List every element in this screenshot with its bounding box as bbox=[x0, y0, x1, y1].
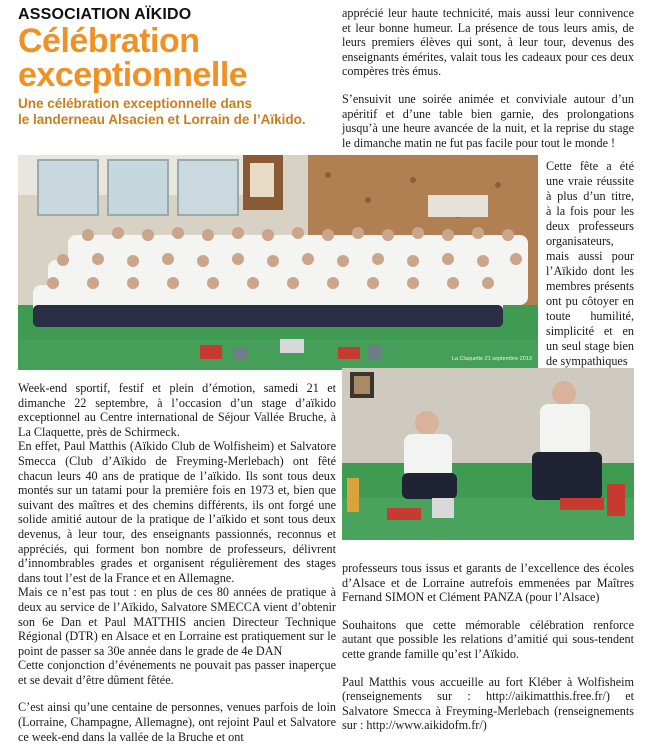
paragraph: apprécié leur haute technicité, mais aussi leur connivence et leur bonne humeur. La présence de tous leurs amis, de leurs premiers élèves qui sont, à leur tour, devenus des enseignants émérites, valait tous les cadeaux pour ces deux compères très émus. bbox=[342, 6, 634, 79]
subtitle-line-1: Une célébration exceptionnelle dans bbox=[18, 96, 253, 111]
paragraph: professeurs tous issus et garants de l’excellence des écoles d’Alsace et de Lorraine autrefois emmenées par Maîtres Fernand SIMON et Clément PANZA (pour l’Alsace) bbox=[342, 561, 634, 605]
group-photo-illustration bbox=[18, 155, 538, 370]
headline-line-1: Célébration bbox=[18, 22, 200, 60]
teachers-photo bbox=[342, 368, 634, 540]
headline-line-2: exceptionnelle bbox=[18, 56, 248, 94]
right-column-bottom bbox=[342, 561, 634, 733]
article-subtitle bbox=[18, 96, 338, 128]
paragraph: Paul Matthis vous accueille au fort Kléber à Wolfisheim (renseignements sur : http://aikimatthis.free.fr/) et Salvatore Smecca à Freyming-Merlebach (renseignements sur : http://www.aikidofm.fr/) bbox=[342, 674, 634, 733]
photo-caption: La Claquette 21 septembre 2013 bbox=[451, 356, 532, 362]
sidebar-text: Cette fête a été une vraie réussite à plus d’un titre, à la fois pour les deux professeurs organisateurs, mais aussi pour l’Aïkido dont les membres présents ont pu côtoyer en toute humilité, simplicité et en un seul stage bien de sympathiques bbox=[546, 159, 634, 368]
article-headline bbox=[18, 24, 338, 92]
paragraph: C’est ainsi qu’une centaine de personnes, venues parfois de loin (Lorraine, Champagne, Allemagne), ont rejoint Paul et Salvatore ce week-end dans la vallée de la Bruche et ont bbox=[18, 700, 336, 744]
left-column bbox=[18, 381, 336, 744]
section-kicker: ASSOCIATION AÏKIDO bbox=[18, 6, 192, 23]
paragraph: Week-end sportif, festif et plein d’émotion, samedi 21 et dimanche 22 septembre, à l’occasion d’un stage d’aïkido exceptionnel au Centre international de Séjour Vallée Bruche, à La Claquette, près de Schirmeck. bbox=[18, 381, 336, 439]
paragraph: S’ensuivit une soirée animée et conviviale autour d’un apéritif et d’une table bien garnie, des prolongations jusqu’à une heure avancée de la nuit, et la reprise du stage le dimanche matin ne fut pas facile pour tout le monde ! bbox=[342, 91, 634, 150]
paragraph: Mais ce n’est pas tout : en plus de ces 80 années de pratique à deux au service de l’Aïkido, Salvatore SMECCA vient d’obtenir son 6e Dan et Paul MATTHIS ancien Directeur Technique Régional (DTR) en Alsace et en Lorraine est pratiquement sur le point de passer sa 30e année dans le grade de 4e DAN bbox=[18, 585, 336, 658]
right-column-top bbox=[342, 6, 634, 150]
paragraph: Souhaitons que cette mémorable célébration renforce autant que possible les relations d’amitié qui sous-tendent cette grande famille qu’est l’Aïkido. bbox=[342, 617, 634, 661]
subtitle-line-2: le landerneau Alsacien et Lorrain de l’Aïkido. bbox=[18, 112, 306, 127]
paragraph: En effet, Paul Matthis (Aïkido Club de Wolfisheim) et Salvatore Smecca (Club d’Aïkido de Freyming-Merlebach) ont fêté chacun leurs 40 ans de pratique de l’aïkido. Ils sont tous deux montés sur un tatami pour la première fois en 1973 et, bien que suivant des maîtres et des chemins différents, ils ont forgé une solide amitié autour de la pratique de l’aïkido et sont tous deux devenus, à leur tour, des enseignants passionnés, reconnus et appréciés, qui forment bon nombre de professeurs, délivrent d’innombrables grades et organisent régulièrement des stages dans tout l’est de la France et en Allemagne. bbox=[18, 439, 336, 585]
group-photo bbox=[18, 155, 538, 370]
teachers-photo-illustration bbox=[342, 368, 634, 540]
paragraph: Cette conjonction d’événements ne pouvait pas passer inaperçue et se devait d’être dûment fêtée. bbox=[18, 658, 336, 687]
